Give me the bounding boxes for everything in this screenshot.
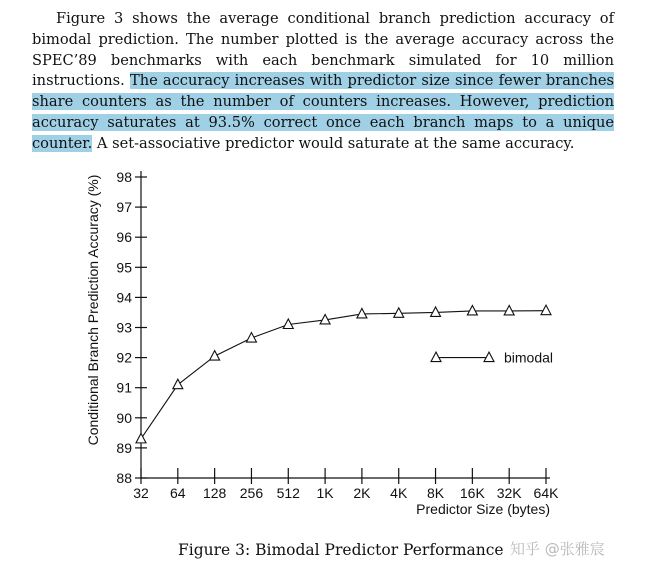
paragraph-text: Figure 3 shows the average conditional branch prediction accuracy of bimodal prediction. The number plotted is the average accuracy across the SPEC’89 benchmarks with each benchmark simulated for 10 million instructions. xyxy=(32,10,614,90)
y-tick-label: 90 xyxy=(116,409,132,426)
chart-axes xyxy=(141,171,550,478)
x-tick-label: 4K xyxy=(390,485,408,501)
highlighted-text[interactable]: The accuracy increases with predictor size since fewer branches share counters as the number of counters increases. However, prediction accuracy saturates at 93.5% correct once each branch maps to a unique counter. xyxy=(32,72,614,152)
y-axis-label: Conditional Branch Prediction Accuracy (%) xyxy=(85,174,101,446)
y-tick-label: 95 xyxy=(116,259,132,276)
bimodal-accuracy-chart xyxy=(0,150,650,535)
series-line xyxy=(141,311,546,439)
chart-series xyxy=(136,305,554,443)
x-tick-label: 64 xyxy=(170,485,186,501)
y-tick-label: 97 xyxy=(116,199,132,216)
data-point-marker xyxy=(504,305,514,315)
data-point-marker xyxy=(173,379,183,389)
x-tick-label: 64K xyxy=(533,485,559,501)
data-point-marker xyxy=(136,433,146,443)
data-point-marker xyxy=(394,308,404,318)
data-point-marker xyxy=(357,308,367,318)
y-tick-label: 96 xyxy=(116,229,132,246)
legend-marker xyxy=(431,352,441,362)
watermark: 知乎 @张雅宸 xyxy=(510,540,605,558)
x-tick-label: 512 xyxy=(276,485,300,501)
legend-label: bimodal xyxy=(504,349,554,366)
body-paragraph xyxy=(32,9,614,155)
legend-marker xyxy=(484,352,494,362)
y-tick-label: 91 xyxy=(116,379,132,396)
y-tick-label: 88 xyxy=(116,470,132,486)
data-point-marker xyxy=(210,351,220,361)
data-point-marker xyxy=(467,305,477,315)
figure-caption: Figure 3: Bimodal Predictor Performance xyxy=(178,541,504,559)
x-axis-label: Predictor Size (bytes) xyxy=(416,501,550,517)
paragraph-text-end: A set-associative predictor would saturate at the same accuracy. xyxy=(92,134,575,152)
x-tick-label: 128 xyxy=(202,485,227,501)
chart-legend xyxy=(431,350,553,366)
y-tick-label: 89 xyxy=(116,439,132,456)
y-tick-label: 94 xyxy=(116,289,132,306)
y-tick-label: 98 xyxy=(116,169,132,185)
data-point-marker xyxy=(431,307,441,317)
chart-ticks xyxy=(116,169,559,501)
x-tick-label: 2K xyxy=(353,485,371,501)
x-tick-label: 8K xyxy=(426,485,445,501)
x-tick-label: 256 xyxy=(239,485,264,501)
y-tick-label: 93 xyxy=(116,319,132,336)
x-tick-label: 1K xyxy=(316,485,334,501)
x-tick-label: 16K xyxy=(459,485,485,501)
data-point-marker xyxy=(541,305,551,315)
y-tick-label: 92 xyxy=(116,349,132,366)
x-tick-label: 32 xyxy=(133,485,149,501)
x-tick-label: 32K xyxy=(496,485,522,501)
